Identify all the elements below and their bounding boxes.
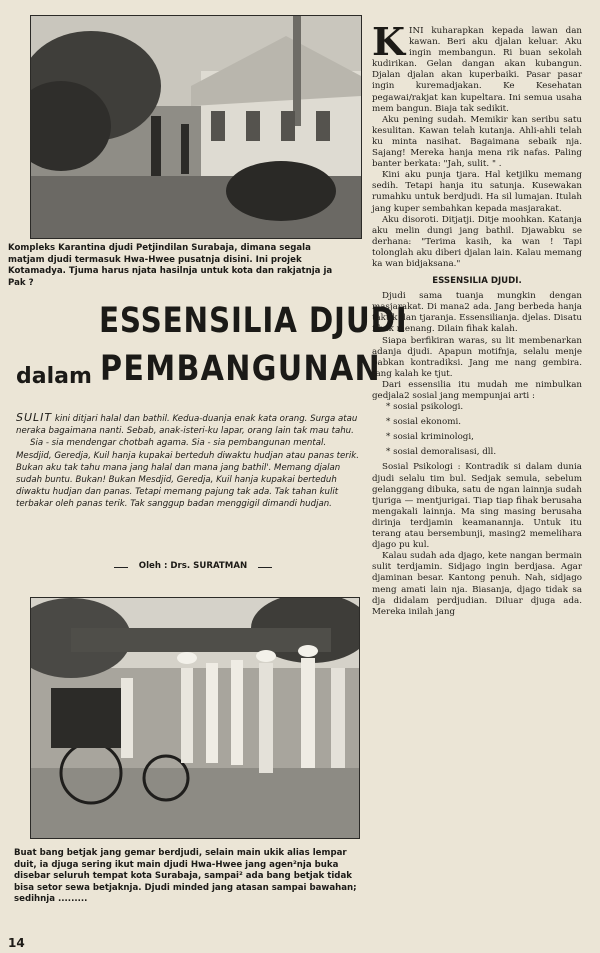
headline-dalam: dalam bbox=[16, 364, 92, 389]
bottom-photo-caption: Buat bang betjak jang gemar berdjudi, selain main ukik alias lempar duit, ia djuga sering ikut main djudi Hwa-Hwee jang agen²nja buka disebar seluruh tempat kota Surabaja, sampai² ada bang betjak tidak bisa setor sewa betjaknja. Djudi minded jang atasan sampai bawahan; sedihnja ......... bbox=[14, 848, 357, 904]
intro-paragraph-1 bbox=[16, 412, 362, 437]
drop-cap-letter: K bbox=[372, 19, 406, 64]
author-byline: Oleh : Drs. SURATMAN bbox=[118, 561, 268, 571]
factory-quarantine-photo bbox=[30, 15, 362, 239]
social-symptoms-list bbox=[386, 402, 582, 458]
right-column-text bbox=[372, 19, 582, 618]
intro-paragraphs bbox=[16, 412, 362, 511]
list-item: * sosial kriminologi, bbox=[386, 432, 582, 443]
right-paragraph-3: Kini aku punja tjara. Hal ketjilku memang sedih. Tetapi hanja itu satunja. Kusewakan rumahku untuk berdjudi. Ha sil lumajan. Itulah jang kuper sembahkan kepada masjarakat. bbox=[372, 170, 582, 214]
right-paragraph-4: Aku disoroti. Ditjatji. Ditje moohkan. Katanja aku melin dungi jang bathil. Djawabku se derhana: "Terima kasih, ka wan ! Tapi tolonglah aku diberi djalan lain. Kalau memang ka wan bidjaksana." bbox=[372, 214, 582, 269]
intro-first-word: SULIT bbox=[16, 411, 53, 424]
intro-paragraph-2: Sia - sia mendengar chotbah agama. Sia - sia pembangunan mental. Mesdjid, Geredja, Kuil hanja kupakai berteduh diwaktu hudjan atau panas terik. Bukan aku tak tahu mana jang halal dan mana jang bathil'. Memang djalan sudah buntu. Bukan! Bukan Mesdjid, Geredja, Kuil hanja kupakai berteduh diwaktu hudjan dan panas. Tetapi memang pajung tak ada. Tak tahan kulit terbakar oleh panas terik. Tak sanggup badan menggigil dimandi hudjan. bbox=[16, 438, 359, 510]
right-paragraph-2: Aku pening sudah. Memikir kan seribu satu kesulitan. Kawan telah kutanja. Ahli-ahli telah ku minta nasihat. Bagaimana sebaik nja. Sajang! Mereka hanja mena rik nafas. Paling banter berkata: "Jah, sulit. " . bbox=[372, 114, 582, 170]
page-number: 14 bbox=[8, 936, 25, 950]
list-item: * sosial ekonomi. bbox=[386, 417, 582, 428]
headline-essensilia: ESSENSILIA DJUDI bbox=[99, 301, 408, 341]
right-paragraph-8: Sosial Psikologi : Kontradik si dalam dunia djudi selalu tim bul. Sedjak semula, sebelum gelanggang dibuka, satu de ngan lainnja sudah tjuriga — mentjurigai. Tiap tiap fihak berusaha mengakali lainnja. Ma sing masing berusaha dirinja terdjamin keamanannja. Untuk itu terang atau bersembunji, masing2 memelihara djago pu kul. bbox=[372, 462, 582, 551]
top-photo-caption: Kompleks Karantina djudi Petjindilan Surabaja, dimana segala matjam djudi termasuk Hwa-Hwee pusatnja disini. Ini projek Kotamadya. Tjuma harus njata hasilnja untuk kota dan rakjatnja ja Pak ? bbox=[8, 243, 333, 288]
headline-pembangunan: PEMBANGUNAN bbox=[100, 349, 382, 389]
pedicab-drivers-photo bbox=[30, 597, 360, 839]
right-paragraph-9: Kalau sudah ada djago, kete nangan bermain sulit terdjamin. Sidjago ingin berdjasa. Agar djaminan besar. Kantong penuh. Nah, sidjago meng amati lain nja. Biasanja, djago tidak sa dja didalam perdjudian. Diluar djuga ada. Mereka inilah jang bbox=[372, 551, 582, 617]
section-subheading: ESSENSILIA DJUDI. bbox=[432, 276, 522, 287]
right-paragraph-7: Dari essensilia itu mudah me nimbulkan gedjala2 sosial jang mempunjai arti : bbox=[372, 379, 582, 401]
list-item: * sosial demoralisasi, dll. bbox=[386, 447, 582, 458]
list-item: * sosial psikologi. bbox=[386, 402, 582, 413]
right-paragraph-6: Siapa berfikiran waras, su lit membenarkan adanja djudi. Apapun motifnja, selalu menje babkan kontradiksi. Jang me nang gembira. Jang kalah ke tjut. bbox=[372, 335, 582, 379]
right-paragraph-1: KINI kuharapkan kepada lawan dan kawan. Beri aku djalan keluar. Aku ingin membangun. Ri buan sekolah kudirikan. Gelan dangan akan kubangun. Djalan djalan akan kuperbaiki. Pasar pasar ingin kuremadjakan. Ke Kesehatan pegawai/rakjat kan kupeltara. Ini semua usaha mem bangun. Biaja tak sedikit. bbox=[372, 19, 582, 114]
right-paragraph-5: Djudi sama tuanja mungkin dengan masjarakat. Di mana2 ada. Jang berbeda hanja taktik dan tjaranja. Essensilianja. djelas. Disatu fihak menang. Dilain fihak kalah. bbox=[372, 291, 582, 335]
intro-p1-text: kini ditjari halal dan bathil. Kedua-duanja enak kata orang. Surga atau neraka bagaimana nanti. Sebab, anak-isteri-ku lapar, orang lain tak mau tahu. bbox=[16, 414, 358, 437]
